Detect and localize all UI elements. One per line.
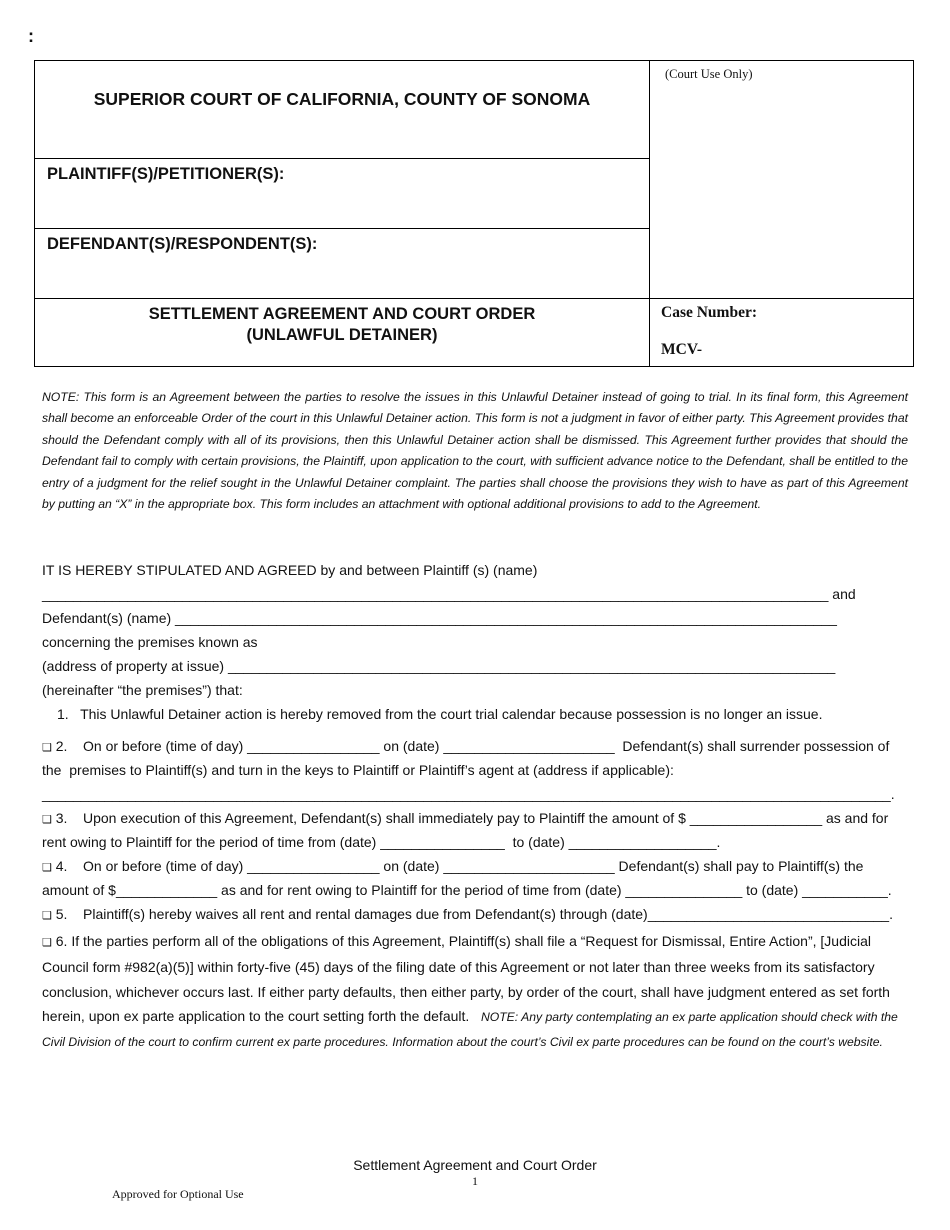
case-number-label: Case Number: [661, 304, 757, 321]
caption-box [34, 60, 914, 367]
item-6 [42, 929, 908, 1054]
plaintiff-label[interactable]: PLAINTIFF(S)/PETITIONER(S): [47, 165, 285, 183]
item-2-address-field[interactable]: _____________________________________________________________________________________________________________. [42, 786, 895, 802]
caption-divider [35, 228, 649, 229]
instruction-note: NOTE: This form is an Agreement between the parties to resolve the issues in this Unlawful Detainer instead of going to trial. In its final form, this Agreement shall become an enforceable Order of the court in this Unlawful Detainer action. This form is not a judgment in favor of either party. This Agreement provides that should the Defendant comply with all of its provisions, then this Unlawful Detainer action shall be dismissed. This Agreement further provides that should the Defendant fail to comply with certain provisions, the Plaintiff, upon application to the court, with sufficient advance notice to the Defendant, shall be entitled to the entry of a judgment for the relief sought in the Unlawful Detainer complaint. The parties shall choose the provisions they wish to have as part of this Agreement by putting an “X” in the appropriate box. This form includes an attachment with optional additional provisions to add to the Agreement. [42, 390, 908, 512]
item-6-text: 6. If the parties perform all of the obligations of this Agreement, Plaintiff(s) shall file a “Request for Dismissal, Entire Action”, [Judicial Council form #982(a)(5)] within forty-five (45) days of the filing date of this Agreement or not later than three weeks from its satisfactory conclusion, whichever occurs last. If either party defaults, then either party, by order of the court, shall have judgment entered as set forth herein, upon ex parte application to the court setting forth the default. [42, 933, 890, 1024]
item-4 [42, 858, 863, 874]
item-5-text: 5. Plaintiff(s) hereby waives all rent and rental damages due from Defendant(s) through (date)_______________________________. [55, 906, 893, 922]
item-4-checkbox[interactable]: ❑ [42, 862, 52, 874]
form-title [35, 304, 649, 346]
form-title-line1: SETTLEMENT AGREEMENT AND COURT ORDER [148, 305, 536, 323]
item-2-text: 2. On or before (time of day) _________________ on (date) ______________________ Defendant(s) shall surrender possession of [55, 738, 890, 754]
item-2 [42, 738, 889, 754]
item-4-continued: amount of $_____________ as and for rent owing to Plaintiff for the period of time from (date) _______________ to (date) ___________. [42, 882, 892, 898]
case-number-field[interactable]: MCV- [661, 341, 703, 358]
caption-divider [35, 298, 914, 299]
item-5-checkbox[interactable]: ❑ [42, 910, 52, 922]
item-3-checkbox[interactable]: ❑ [42, 814, 52, 826]
caption-divider-vertical [649, 61, 650, 367]
stray-colon: : [28, 26, 34, 46]
premises-label: concerning the premises known as [42, 634, 258, 650]
stipulation-intro: IT IS HEREBY STIPULATED AND AGREED by and between Plaintiff (s) (name) [42, 562, 538, 578]
item-3-continued: rent owing to Plaintiff for the period of time from (date) ________________ to (date) ___________________. [42, 834, 721, 850]
plaintiff-name-field[interactable]: _____________________________________________________________________________________________________ and [42, 586, 856, 602]
item-6-checkbox[interactable]: ❑ [42, 937, 52, 949]
footer-title: Settlement Agreement and Court Order [353, 1157, 597, 1173]
item-3 [42, 810, 888, 826]
item-3-text: 3. Upon execution of this Agreement, Defendant(s) shall immediately pay to Plaintiff the amount of $ _________________ as and for [55, 810, 889, 826]
item-1: 1. This Unlawful Detainer action is hereby removed from the court trial calendar because possession is no longer an issue. [57, 706, 823, 722]
item-6-note: NOTE: Any party contemplating an ex parte application should check with the Civil Division of the court to confirm current ex parte procedures. Information about the court’s Civil ex parte procedures can be found on the court’s website. [42, 1009, 898, 1050]
hereinafter-label: (hereinafter “the premises”) that: [42, 682, 243, 698]
item-4-text: 4. On or before (time of day) _________________ on (date) ______________________ Defendant(s) shall pay to Plaintiff(s) the [55, 858, 864, 874]
page-number: 1 [472, 1174, 478, 1188]
court-use-label: (Court Use Only) [665, 67, 753, 81]
item-2-continued: the premises to Plaintiff(s) and turn in the keys to Plaintiff or Plaintiff’s agent at (address if applicable): [42, 762, 674, 778]
item-2-checkbox[interactable]: ❑ [42, 742, 52, 754]
caption-divider [35, 158, 649, 159]
address-field[interactable]: (address of property at issue) ______________________________________________________________________________ [42, 658, 836, 674]
defendant-label[interactable]: DEFENDANT(S)/RESPONDENT(S): [47, 235, 318, 253]
item-5 [42, 906, 893, 922]
defendant-name-field[interactable]: Defendant(s) (name) _____________________________________________________________________________________ [42, 610, 837, 626]
form-title-line2: (UNLAWFUL DETAINER) [246, 326, 438, 344]
court-title: SUPERIOR COURT OF CALIFORNIA, COUNTY OF SONOMA [93, 89, 591, 109]
approved-label: Approved for Optional Use [112, 1187, 244, 1201]
